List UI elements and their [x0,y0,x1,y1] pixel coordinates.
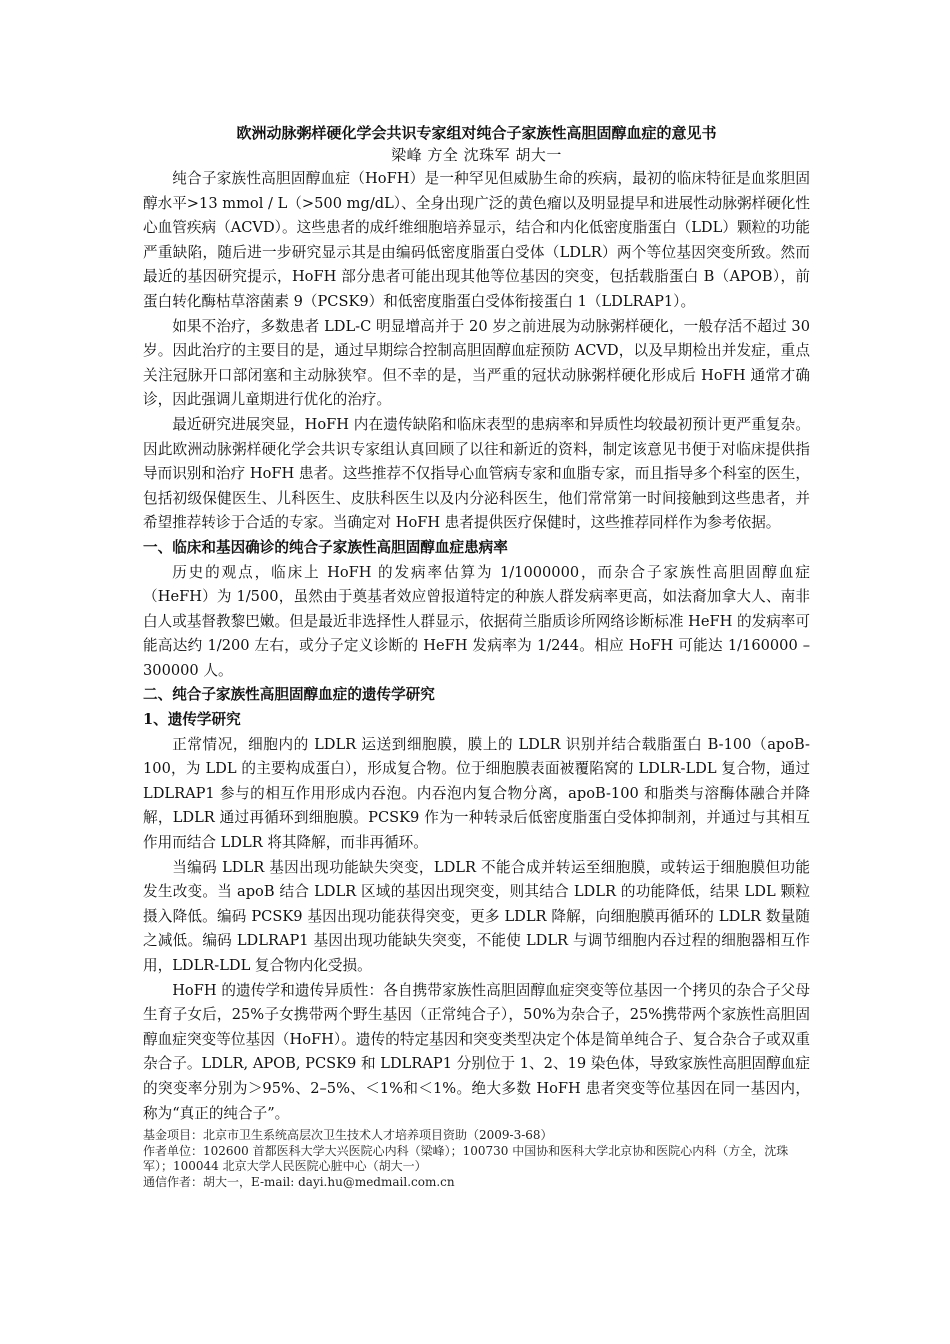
affiliation-note: 作者单位：102600 首都医科大学大兴医院心内科（梁峰）；100730 中国协和医科大学北京协和医院心内科（方全，沈珠军）；100044 北京大学人民医院心脏中心（胡大一） [143,1143,789,1174]
section-2-subheading: 1、遗传学研究 [143,711,241,729]
document-page [143,122,810,1190]
section-1-heading: 一、临床和基因确诊的纯合子家族性高胆固醇血症患病率 [143,538,508,556]
section-2-heading: 二、纯合子家族性高胆固醇血症的遗传学研究 [143,686,435,704]
document-title: 欧洲动脉粥样硬化学会共识专家组对纯合子家族性高胆固醇血症的意见书 [236,124,717,142]
section-2-paragraph-2: 当编码 LDLR 基因出现功能缺失突变，LDLR 不能合成并转运至细胞膜，或转运于细胞膜但功能发生改变。当 apoB 结合 LDLR 区域的基因出现突变，则其结合 LDLR 的功能降低，结果 LDL 颗粒摄入降低。编码 PCSK9 基因出现功能获得突变，更多 LDLR 降解，向细胞膜再循环的 LDLR 数量随之减低。编码 LDLRAP1 基因出现功能缺失突变，不能使 LDLR 与调节细胞内吞过程的细胞器相互作用，LDLR-LDL 复合物内化受损。 [143,858,810,974]
intro-paragraph-1: 纯合子家族性高胆固醇血症（HoFH）是一种罕见但威胁生命的疾病，最初的临床特征是血浆胆固醇水平>13 mmol / L（>500 mg/dL）、全身出现广泛的黄色瘤以及明显提早和进展性动脉粥样硬化性心血管疾病（ACVD）。这些患者的成纤维细胞培养显示，结合和内化低密度脂蛋白（LDL）颗粒的功能严重缺陷，随后进一步研究显示其是由编码低密度脂蛋白受体（LDLR）两个等位基因突变所致。然而最近的基因研究提示，HoFH 部分患者可能出现其他等位基因的突变，包括载脂蛋白 B（APOB），前蛋白转化酶枯草溶菌素 9（PCSK9）和低密度脂蛋白受体衔接蛋白 1（LDLRAP1）。 [143,170,810,310]
correspondence-note: 通信作者：胡大一，E-mail: dayi.hu@medmail.com.cn [143,1174,455,1189]
section-2-paragraph-1: 正常情况，细胞内的 LDLR 运送到细胞膜，膜上的 LDLR 识别并结合载脂蛋白 B-100（apoB-100，为 LDL 的主要构成蛋白），形成复合物。位于细胞膜表面被覆陷窝的 LDLR-LDL 复合物，通过 LDLRAP1 参与的相互作用形成内吞泡。内吞泡内复合物分离，apoB-100 和脂类与溶酶体融合并降解，LDLR 通过再循环到细胞膜。PCSK9 作为一种转录后低密度脂蛋白受体抑制剂，并通过与其相互作用而结合 LDLR 将其降解，而非再循环。 [143,735,810,852]
section-2-paragraph-3: HoFH 的遗传学和遗传异质性：各自携带家族性高胆固醇血症突变等位基因一个拷贝的杂合子父母生育子女后，25%子女携带两个野生基因（正常纯合子），50%为杂合子，25%携带两个家族性高胆固醇血症突变等位基因（HoFH）。遗传的特定基因和突变类型决定个体是简单纯合子、复合杂合子或双重杂合子。LDLR, APOB, PCSK9 和 LDLRAP1 分别位于 1、2、19 染色体，导致家族性高胆固醇血症的突变率分别为＞95%、2–5%、＜1%和＜1%。绝大多数 HoFH 患者突变等位基因在同一基因内，称为“真正的纯合子”。 [143,981,810,1122]
author-list: 梁峰 方全 沈珠军 胡大一 [391,146,562,164]
intro-paragraph-3: 最近研究进展突显，HoFH 内在遗传缺陷和临床表型的患病率和异质性均较最初预计更严重复杂。因此欧洲动脉粥样硬化学会共识专家组认真回顾了以往和新近的资料，制定该意见书便于对临床提供指导而识别和治疗 HoFH 患者。这些推荐不仅指导心血管病专家和血脂专家，而且指导多个科室的医生，包括初级保健医生、儿科医生、皮肤科医生以及内分泌科医生，他们常常第一时间接触到这些患者，并希望推荐转诊于合适的专家。当确定对 HoFH 患者提供医疗保健时，这些推荐同样作为参考依据。 [143,415,810,532]
footnotes [143,1128,810,1190]
intro-paragraph-2: 如果不治疗，多数患者 LDL-C 明显增高并于 20 岁之前进展为动脉粥样硬化，一般存活不超过 30 岁。因此治疗的主要目的是，通过早期综合控制高胆固醇血症预防 ACVD，以及早期检出并发症，重点关注冠脉开口部闭塞和主动脉狭窄。但不幸的是，当严重的冠状动脉粥样硬化形成后 HoFH 通常才确诊，因此强调儿童期进行优化的治疗。 [143,317,810,409]
section-1-paragraph: 历史的观点，临床上 HoFH 的发病率估算为 1/1000000，而杂合子家族性高胆固醇血症（HeFH）为 1/500，虽然由于奠基者效应曾报道特定的种族人群发病率更高，如法裔加拿大人、南非白人或基督教黎巴嫩。但是最近非选择性人群显示，依据荷兰脂质诊所网络诊断标准 HeFH 的发病率可能高达约 1/200 左右，或分子定义诊断的 HeFH 发病率为 1/244。相应 HoFH 可能达 1/160000 –300000 人。 [143,563,810,679]
funding-note: 基金项目：北京市卫生系统高层次卫生技术人才培养项目资助（2009-3-68） [143,1128,553,1143]
